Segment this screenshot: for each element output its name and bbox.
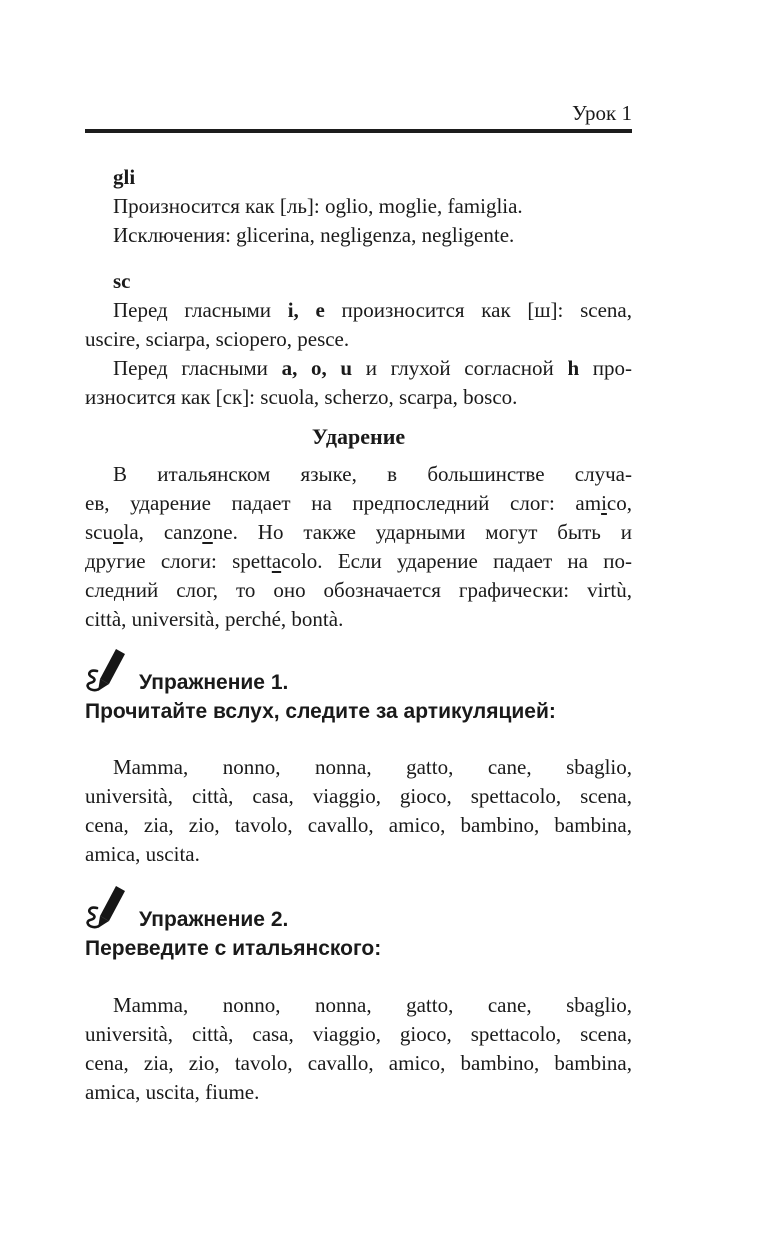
section-exercise-1 xyxy=(85,644,632,869)
exercise-1-title: Упражнение 1. xyxy=(139,671,289,694)
text-line xyxy=(85,753,632,782)
text-line xyxy=(85,518,632,547)
text-line xyxy=(85,547,632,576)
text-run: co, xyxy=(606,491,632,515)
gli-text xyxy=(85,192,632,250)
text-line xyxy=(85,576,632,605)
text-run: Mamma, nonno, nonna, gatto, cane, sbaglio, xyxy=(113,755,632,779)
text-run: amica, uscita. xyxy=(85,842,200,866)
text-line xyxy=(85,1020,632,1049)
text-line xyxy=(85,811,632,840)
text-run: Перед гласными xyxy=(113,298,288,322)
stress-heading: Ударение xyxy=(311,424,406,449)
text-run: Произносится как [ль]: oglio, moglie, famiglia. xyxy=(113,194,523,218)
text-run: h xyxy=(567,356,580,380)
text-run: o xyxy=(202,520,213,544)
text-run: и глухой согласной xyxy=(352,356,568,380)
text-line xyxy=(85,383,632,412)
text-run: colo. Если ударение падает на по- xyxy=(281,549,632,573)
exercise-1-instruction: Прочитайте вслух, следите за артикуляцией: xyxy=(85,700,556,723)
text-line xyxy=(85,782,632,811)
header-rule xyxy=(85,129,632,133)
text-run: a xyxy=(271,549,282,573)
exercise-2-instruction: Переведите с итальянского: xyxy=(85,937,382,960)
lesson-label: Урок 1 xyxy=(572,101,632,125)
page-content xyxy=(85,100,632,1107)
text-run: произносится как [ш]: scena, xyxy=(324,298,632,322)
text-line xyxy=(85,1078,632,1107)
text-line xyxy=(85,221,632,250)
exercise-2-word-list xyxy=(85,991,632,1107)
text-run: a, o, u xyxy=(281,356,353,380)
text-run: другие слоги: spett xyxy=(85,549,272,573)
text-run: la, canz xyxy=(123,520,203,544)
text-run: i xyxy=(601,491,607,515)
text-line xyxy=(85,1049,632,1078)
section-stress xyxy=(85,422,632,634)
section-gli xyxy=(85,163,632,250)
text-run: Перед гласными xyxy=(113,356,282,380)
text-run: следний слог, то оно обозначается графически: virtù, xyxy=(85,578,632,602)
text-run: cena, zia, zio, tavolo, cavallo, amico, bambino, bambina, xyxy=(85,813,632,837)
section-sc xyxy=(85,267,632,412)
pen-icon xyxy=(85,647,131,697)
text-line xyxy=(85,192,632,221)
page-header xyxy=(85,100,632,126)
text-run: ев, ударение падает на предпоследний слог: am xyxy=(85,491,602,515)
text-run: про- xyxy=(579,356,633,380)
text-line xyxy=(85,325,632,354)
text-run: i, e xyxy=(287,298,325,322)
text-run: Исключения: glicerina, negligenza, negligente. xyxy=(113,223,515,247)
text-run: cena, zia, zio, tavolo, cavallo, amico, bambino, bambina, xyxy=(85,1051,632,1075)
section-exercise-2 xyxy=(85,881,632,1107)
sc-text xyxy=(85,296,632,412)
text-run: износится как [ск]: scuola, scherzo, scarpa, bosco. xyxy=(85,385,518,409)
text-run: В итальянском языке, в большинстве случа- xyxy=(113,462,632,486)
text-line xyxy=(85,991,632,1020)
text-run: università, città, casa, viaggio, gioco, spettacolo, scena, xyxy=(85,1022,632,1046)
text-run: o xyxy=(113,520,124,544)
pen-icon xyxy=(85,884,131,934)
text-run: ne. Но также ударными могут быть и xyxy=(212,520,632,544)
text-run: città, università, perché, bontà. xyxy=(85,607,344,631)
exercise-1-word-list xyxy=(85,753,632,869)
text-line xyxy=(85,354,632,383)
exercise-2-title: Упражнение 2. xyxy=(139,908,289,931)
stress-text xyxy=(85,460,632,634)
text-run: amica, uscita, fiume. xyxy=(85,1080,260,1104)
text-line xyxy=(85,296,632,325)
text-run: scu xyxy=(85,520,113,544)
sc-heading: sc xyxy=(113,269,131,293)
exercise-2-header xyxy=(85,881,632,934)
text-run: università, città, casa, viaggio, gioco, spettacolo, scena, xyxy=(85,784,632,808)
text-line xyxy=(85,840,632,869)
text-run: uscire, sciarpa, sciopero, pesce. xyxy=(85,327,350,351)
exercise-1-header xyxy=(85,644,632,697)
text-line xyxy=(85,489,632,518)
text-line xyxy=(85,605,632,634)
text-line xyxy=(85,460,632,489)
gli-heading: gli xyxy=(113,165,136,189)
text-run: Mamma, nonno, nonna, gatto, cane, sbaglio, xyxy=(113,993,632,1017)
